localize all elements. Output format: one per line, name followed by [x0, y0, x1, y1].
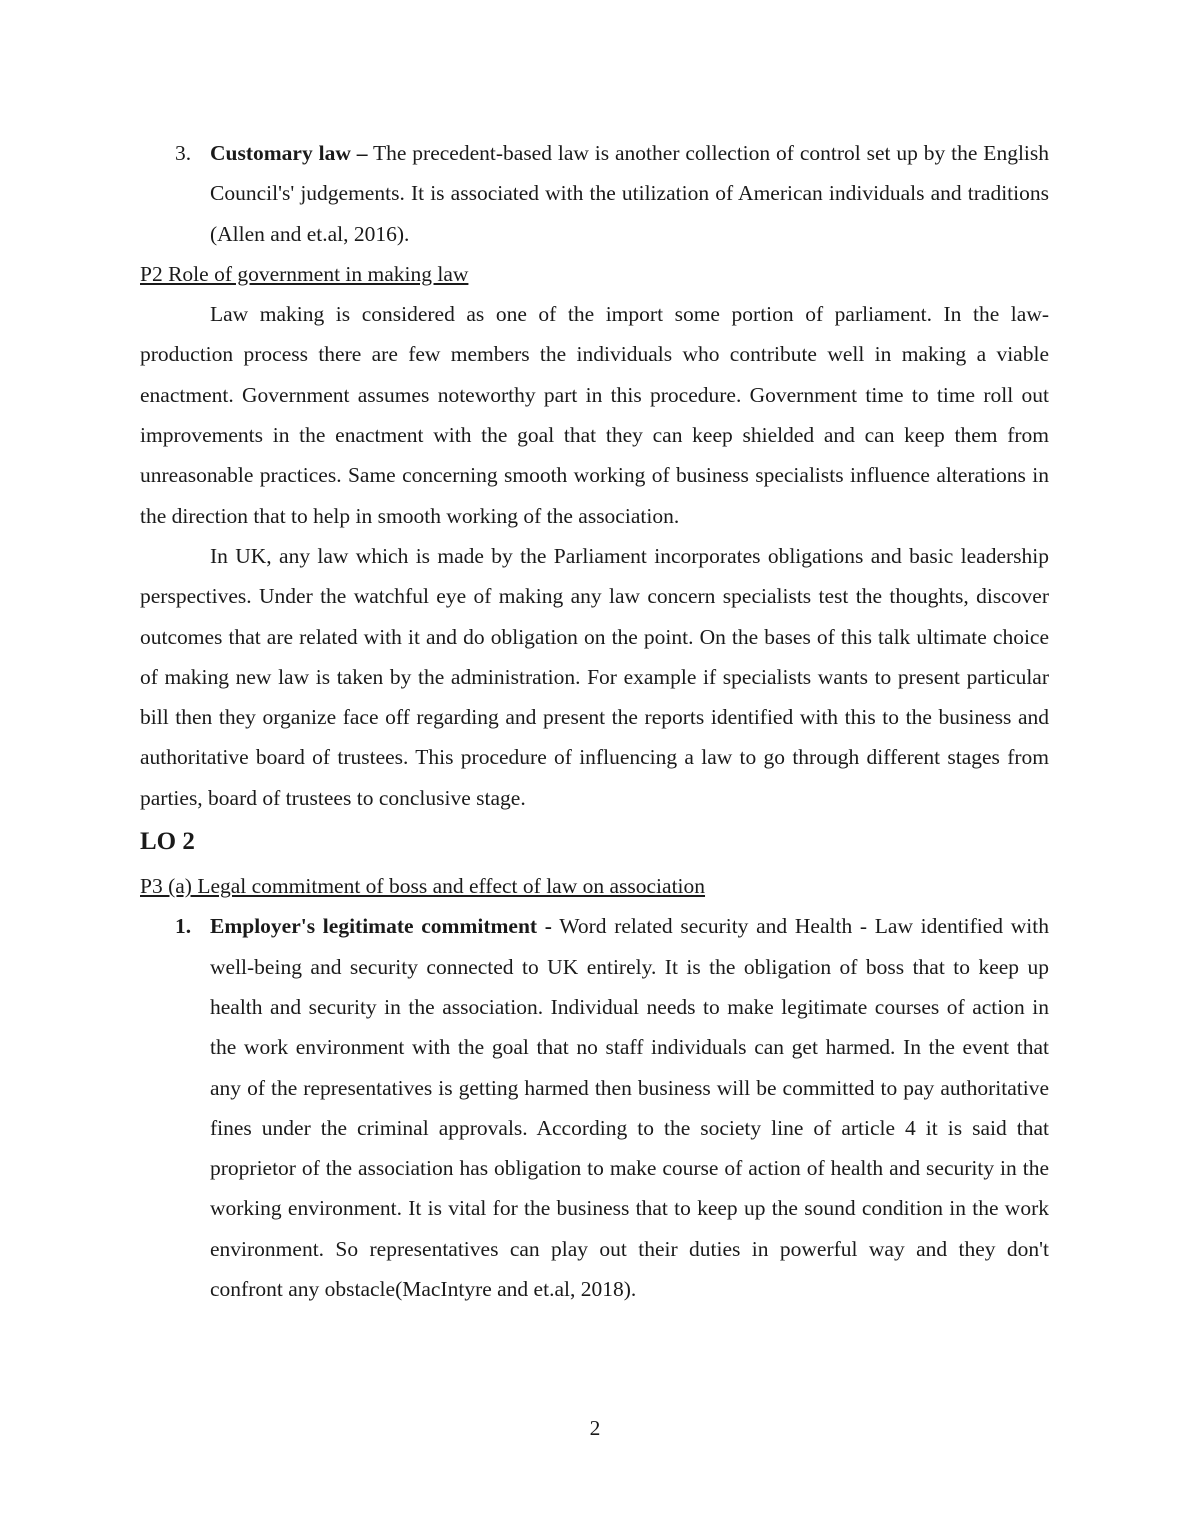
- list-text: The precedent-based law is another collection of control set up by the English Council's' judgements. It is associated with the utilization of American individuals and traditions (Allen and et.al, 2016).: [210, 141, 1050, 246]
- document-page: [140, 133, 1049, 1309]
- p2-heading: P2 Role of government in making law: [140, 261, 469, 286]
- list-item-employer-commitment: [140, 906, 1049, 1309]
- list-text: Word related security and Health - Law identified with well-being and security connected to UK entirely. It is the obligation of boss that to keep up health and security in the association. Individual needs to make legitimate courses of action in the work environment with the goal that no staff individuals can get harmed. In the event that any of the representatives is getting harmed then business will be committed to pay authoritative fines under the criminal approvals. According to the society line of article 4 it is said that proprietor of the association has obligation to make course of action of health and security in the working environment. It is vital for the business that to keep up the sound condition in the work environment. So representatives can play out their duties in powerful way and they don't confront any obstacle(MacIntyre and et.al, 2018).: [210, 914, 1049, 1302]
- list-number: 1.: [175, 914, 192, 939]
- lo2-heading: LO 2: [140, 828, 195, 856]
- page-number: 2: [589, 1416, 601, 1440]
- p2-paragraph-2: In UK, any law which is made by the Parliament incorporates obligations and basic leadership perspectives. Under the watchful eye of making any law concern specialists test the thoughts, discover outcomes that are related with it and do obligation on the point. On the bases of this talk ultimate choice of making new law is taken by the administration. For example if specialists wants to present particular bill then they organize face off regarding and present the reports identified with this to the business and authoritative board of trustees. This procedure of influencing a law to go through different stages from parties, board of trustees to conclusive stage.: [140, 543, 1049, 810]
- list-item-customary-law: [140, 133, 1049, 254]
- p2-paragraph-1: Law making is considered as one of the import some portion of parliament. In the law-production process there are few members the individuals who contribute well in making a viable enactment. Government assumes noteworthy part in this procedure. Government time to time roll out improvements in the enactment with the goal that they can keep shielded and can keep them from unreasonable practices. Same concerning smooth working of business specialists influence alterations in the direction that to help in smooth working of the association.: [140, 302, 1049, 528]
- p3-heading: P3 (a) Legal commitment of boss and effect of law on association: [140, 874, 706, 899]
- list-term: Employer's legitimate commitment -: [210, 914, 552, 939]
- list-term: Customary law –: [210, 141, 368, 165]
- list-number: 3.: [175, 141, 192, 165]
